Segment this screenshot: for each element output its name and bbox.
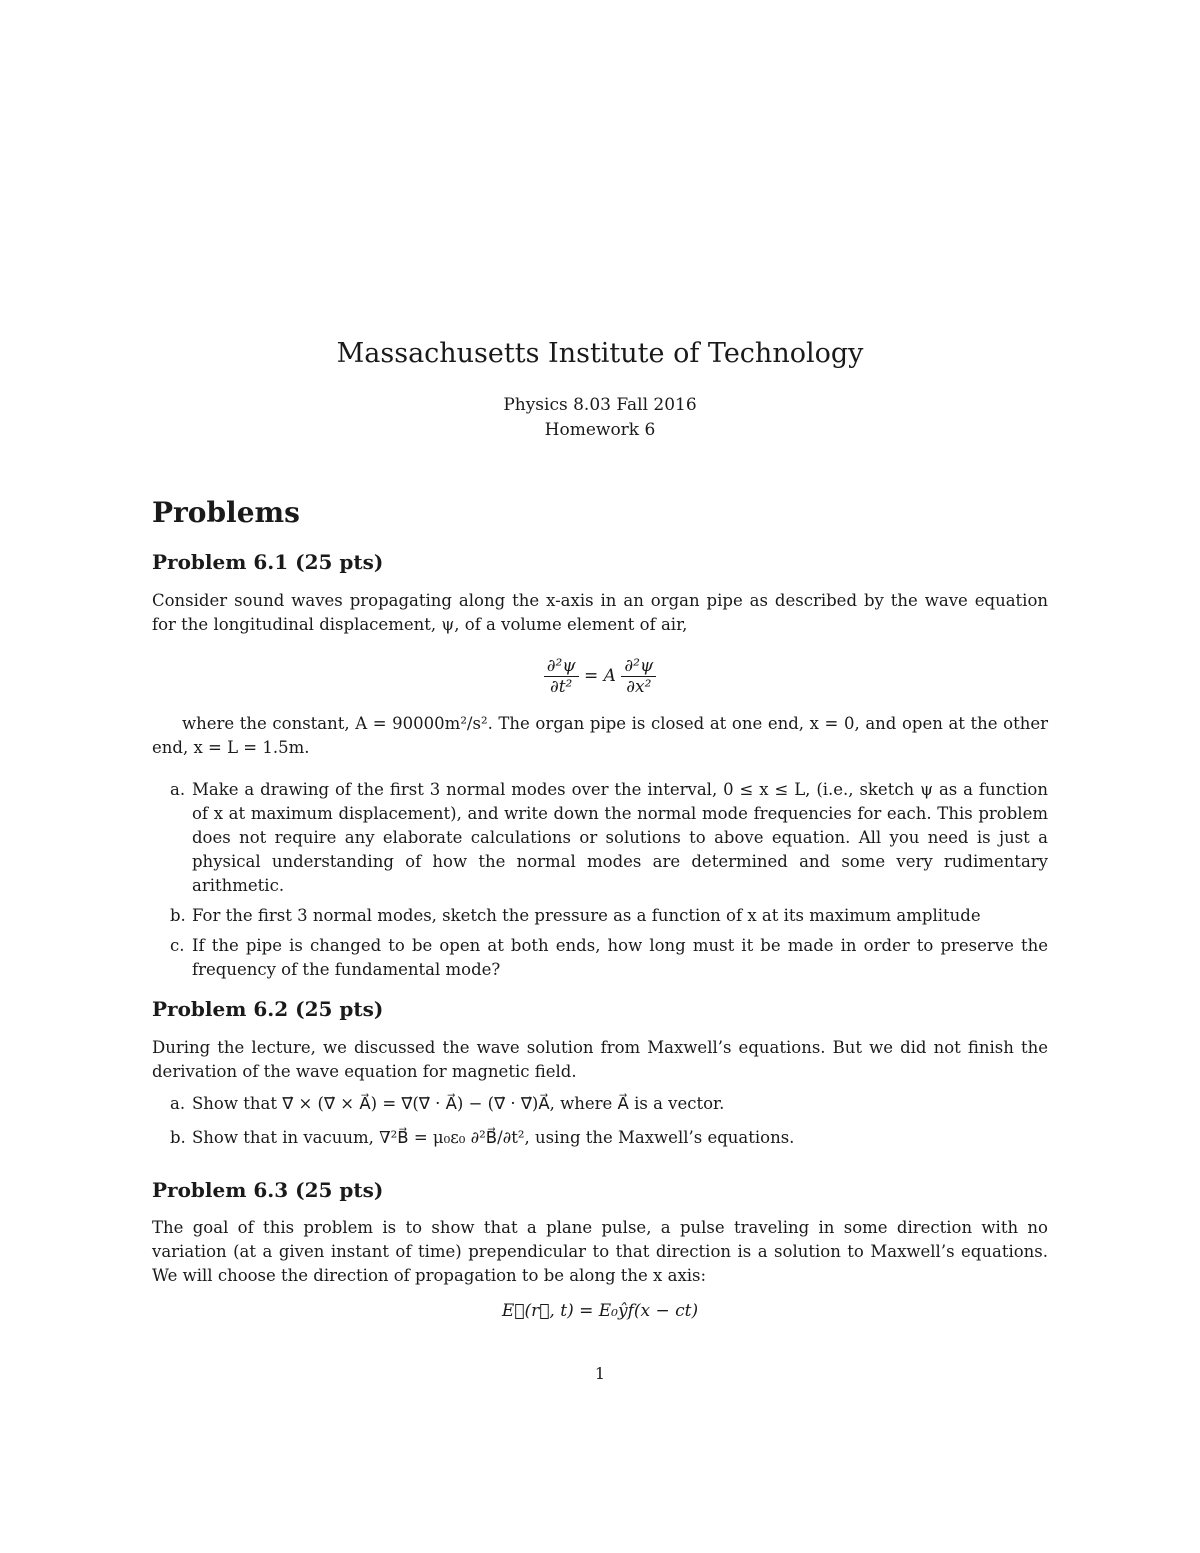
problem-2-part-b <box>152 1126 1048 1150</box>
course-line: Physics 8.03 Fall 2016 <box>503 395 697 415</box>
problem-1-part-a <box>152 778 1048 898</box>
plane-pulse-equation: E⃗(r⃗, t) = E₀ŷf(x − ct) <box>501 1301 699 1321</box>
part-text: Show that ∇⃗ × (∇⃗ × A⃗) = ∇⃗(∇⃗ · A⃗) − (∇⃗ · ∇⃗)A⃗, where A⃗ is a vector. <box>192 1094 725 1113</box>
part-label: b. <box>170 1128 186 1147</box>
equation-rhs-denominator: ∂x² <box>626 677 652 697</box>
part-text: If the pipe is changed to be open at both ends, how long must it be made in order to preserve the frequency of the fundamental mode? <box>192 936 1048 979</box>
equation-rhs-fraction <box>621 656 656 697</box>
problem-2-part-a <box>152 1092 1048 1116</box>
problem-2-intro: During the lecture, we discussed the wave solution from Maxwell’s equations. But we did not finish the derivation of the wave equation for magnetic field. <box>152 1038 1048 1081</box>
problem-3-heading: Problem 6.3 (25 pts) <box>152 1178 384 1202</box>
equation-lhs-denominator: ∂t² <box>549 677 573 697</box>
part-text: For the first 3 normal modes, sketch the pressure as a function of x at its maximum amplitude <box>192 906 981 925</box>
part-text: Make a drawing of the first 3 normal modes over the interval, 0 ≤ x ≤ L, (i.e., sketch ψ as a function of x at maximum displacement), and write down the normal mode frequencies for each. This problem does not require any elaborate calculations or solutions to above equation. All you need is just a physical understanding of how the normal modes are determined and some very rudimentary arithmetic. <box>192 780 1048 895</box>
problem-1-constants: where the constant, A = 90000m²/s². The organ pipe is closed at one end, x = 0, and open at the other end, x = L = 1.5m. <box>152 714 1048 757</box>
page-number: 1 <box>594 1364 606 1383</box>
wave-equation <box>0 656 1200 697</box>
problem-1-part-c <box>152 934 1048 982</box>
problem-3-intro: The goal of this problem is to show that a plane pulse, a pulse traveling in some direction with no variation (at a given instant of time) prependicular to that direction is a solution to Maxwell’s equations. We will choose the direction of propagation to be along the x axis: <box>152 1218 1048 1285</box>
part-text: Show that in vacuum, ∇²B⃗ = μ₀ε₀ ∂²B⃗/∂t², using the Maxwell’s equations. <box>192 1128 795 1147</box>
part-label: a. <box>170 780 186 799</box>
part-label: a. <box>170 1094 186 1113</box>
equation-rhs-numerator: ∂²ψ <box>621 656 656 677</box>
equation-lhs-numerator: ∂²ψ <box>544 656 579 677</box>
assignment-line: Homework 6 <box>544 420 656 440</box>
institution-title: Massachusetts Institute of Technology <box>336 338 864 369</box>
problem-2-heading: Problem 6.2 (25 pts) <box>152 997 384 1021</box>
problem-1-heading: Problem 6.1 (25 pts) <box>152 550 384 574</box>
problem-1-intro: Consider sound waves propagating along the x-axis in an organ pipe as described by the wave equation for the longitudinal displacement, ψ, of a volume element of air, <box>152 591 1048 634</box>
problem-2-parts <box>152 1092 1048 1156</box>
part-label: c. <box>170 936 185 955</box>
equation-middle: = A <box>584 666 616 686</box>
problem-1-parts <box>152 778 1048 988</box>
equation-lhs-fraction <box>544 656 579 697</box>
part-label: b. <box>170 906 186 925</box>
section-title: Problems <box>152 496 300 529</box>
problem-1-part-b <box>152 904 1048 928</box>
